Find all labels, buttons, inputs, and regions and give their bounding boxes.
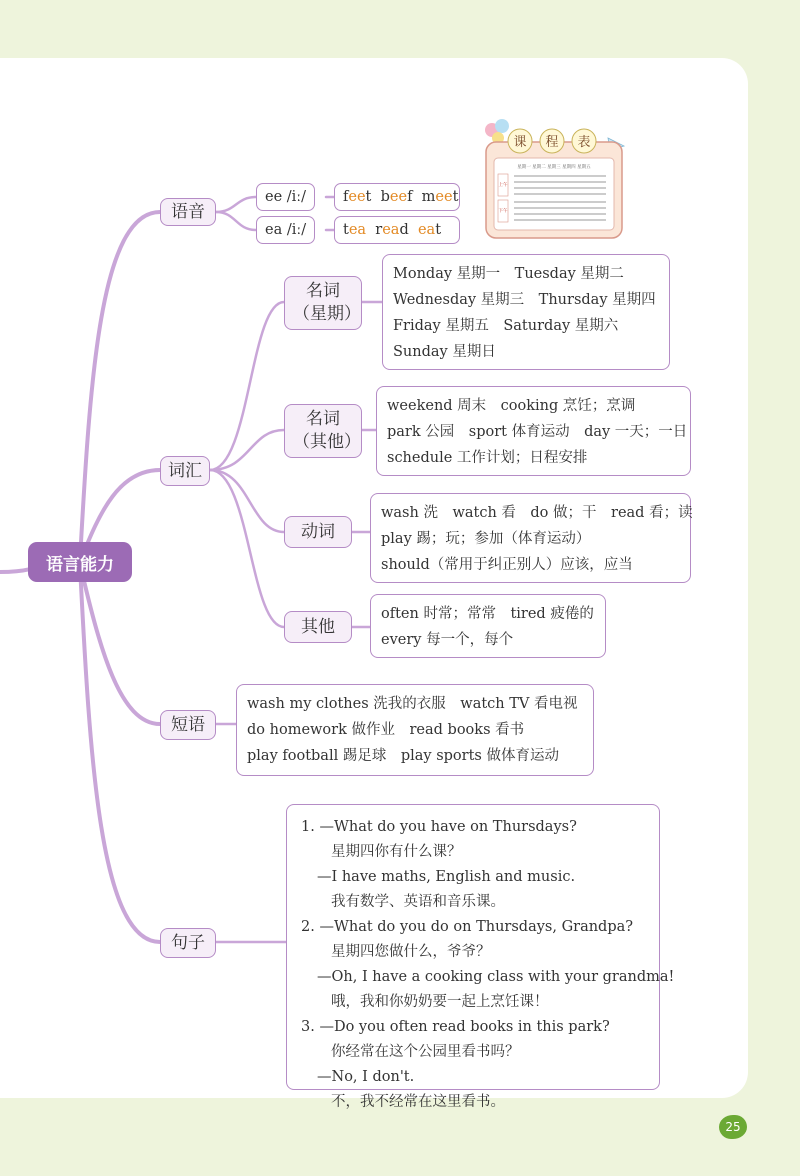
title-char: 表 bbox=[577, 135, 591, 150]
sentences-node: 句子 bbox=[160, 928, 216, 958]
verbs-node: 动词 bbox=[284, 516, 352, 548]
sentence-q-zh: 星期四你有什么课？ bbox=[331, 844, 462, 860]
word: read bbox=[375, 222, 409, 238]
sentence-q: 1. —What do you have on Thursdays? bbox=[301, 819, 577, 835]
others-box bbox=[370, 594, 606, 658]
days-line: Sunday 星期日 bbox=[393, 344, 496, 360]
weekday-header: 星期一 星期二 星期三 星期四 星期五 bbox=[517, 165, 591, 170]
title-char: 程 bbox=[545, 135, 559, 150]
word: eat bbox=[417, 222, 442, 238]
others-node: 其他 bbox=[284, 611, 352, 643]
ee-words bbox=[334, 183, 460, 211]
others-line: often 时常；常常 tired 疲倦的 bbox=[381, 606, 594, 622]
row-label: 上午 bbox=[498, 183, 508, 188]
sentence-a-zh: 哦，我和你奶奶要一起上烹饪课！ bbox=[331, 994, 549, 1010]
sentence-a-zh: 我有数学、英语和音乐课。 bbox=[331, 894, 505, 910]
ea-words bbox=[334, 216, 460, 244]
days-box bbox=[382, 254, 670, 370]
verbs-line: should（常用于纠正别人）应该，应当 bbox=[381, 557, 633, 573]
sentences-box bbox=[286, 804, 675, 1110]
row-label: 下午 bbox=[498, 209, 508, 214]
word: feet bbox=[343, 189, 372, 205]
nouns-other-node: 名词（其他） bbox=[284, 404, 362, 458]
phrases-box bbox=[236, 684, 594, 776]
verbs-line: wash 洗 watch 看 do 做；干 read 看；读 bbox=[381, 505, 693, 521]
nouns-other-line: park 公园 sport 体育运动 day 一天；一日 bbox=[387, 424, 688, 440]
sentence-q-zh: 星期四您做什么，爷爷？ bbox=[331, 944, 491, 960]
word: beef bbox=[380, 189, 413, 205]
pattern-ea: ea /iː/ bbox=[256, 216, 315, 244]
timetable-picture bbox=[478, 116, 633, 242]
sentence-a: —Oh, I have a cooking class with your grandma! bbox=[317, 969, 675, 985]
sentence-q-zh: 你经常在这个公园里看书吗？ bbox=[331, 1044, 520, 1060]
page-number: 25 bbox=[719, 1115, 747, 1139]
sentence-a: —I have maths, English and music. bbox=[317, 869, 576, 885]
phrase-line: play football 踢足球 play sports 做体育运动 bbox=[247, 748, 559, 764]
nouns-other-box bbox=[376, 386, 691, 476]
root-node: 语言能力 bbox=[28, 542, 132, 582]
pronunciation-node: 语音 bbox=[160, 198, 216, 226]
sentence-q: 2. —What do you do on Thursdays, Grandpa? bbox=[301, 919, 634, 935]
title-char: 课 bbox=[513, 135, 527, 150]
nouns-other-line: schedule 工作计划；日程安排 bbox=[387, 450, 588, 466]
word: meet bbox=[421, 189, 459, 205]
verbs-line: play 踢；玩；参加（体育运动） bbox=[381, 531, 591, 547]
nouns-days-node: 名词（星期） bbox=[284, 276, 362, 330]
word: tea bbox=[343, 222, 367, 238]
sentence-a: —No, I don't. bbox=[317, 1069, 415, 1085]
others-line: every 每一个，每个 bbox=[381, 632, 514, 648]
sentence-q: 3. —Do you often read books in this park? bbox=[301, 1019, 610, 1035]
days-line: Friday 星期五 Saturday 星期六 bbox=[393, 318, 619, 334]
nouns-other-line: weekend 周末 cooking 烹饪；烹调 bbox=[387, 398, 636, 414]
phrase-line: wash my clothes 洗我的衣服 watch TV 看电视 bbox=[247, 696, 578, 712]
days-line: Monday 星期一 Tuesday 星期二 bbox=[393, 266, 624, 282]
timetable-title bbox=[508, 129, 596, 153]
verbs-box bbox=[370, 493, 691, 583]
pattern-ee: ee /iː/ bbox=[256, 183, 315, 211]
phrases-node: 短语 bbox=[160, 710, 216, 740]
vocabulary-node: 词汇 bbox=[160, 456, 210, 486]
days-line: Wednesday 星期三 Thursday 星期四 bbox=[393, 292, 656, 308]
sentence-a-zh: 不，我不经常在这里看书。 bbox=[331, 1094, 505, 1110]
phrase-line: do homework 做作业 read books 看书 bbox=[247, 722, 525, 738]
